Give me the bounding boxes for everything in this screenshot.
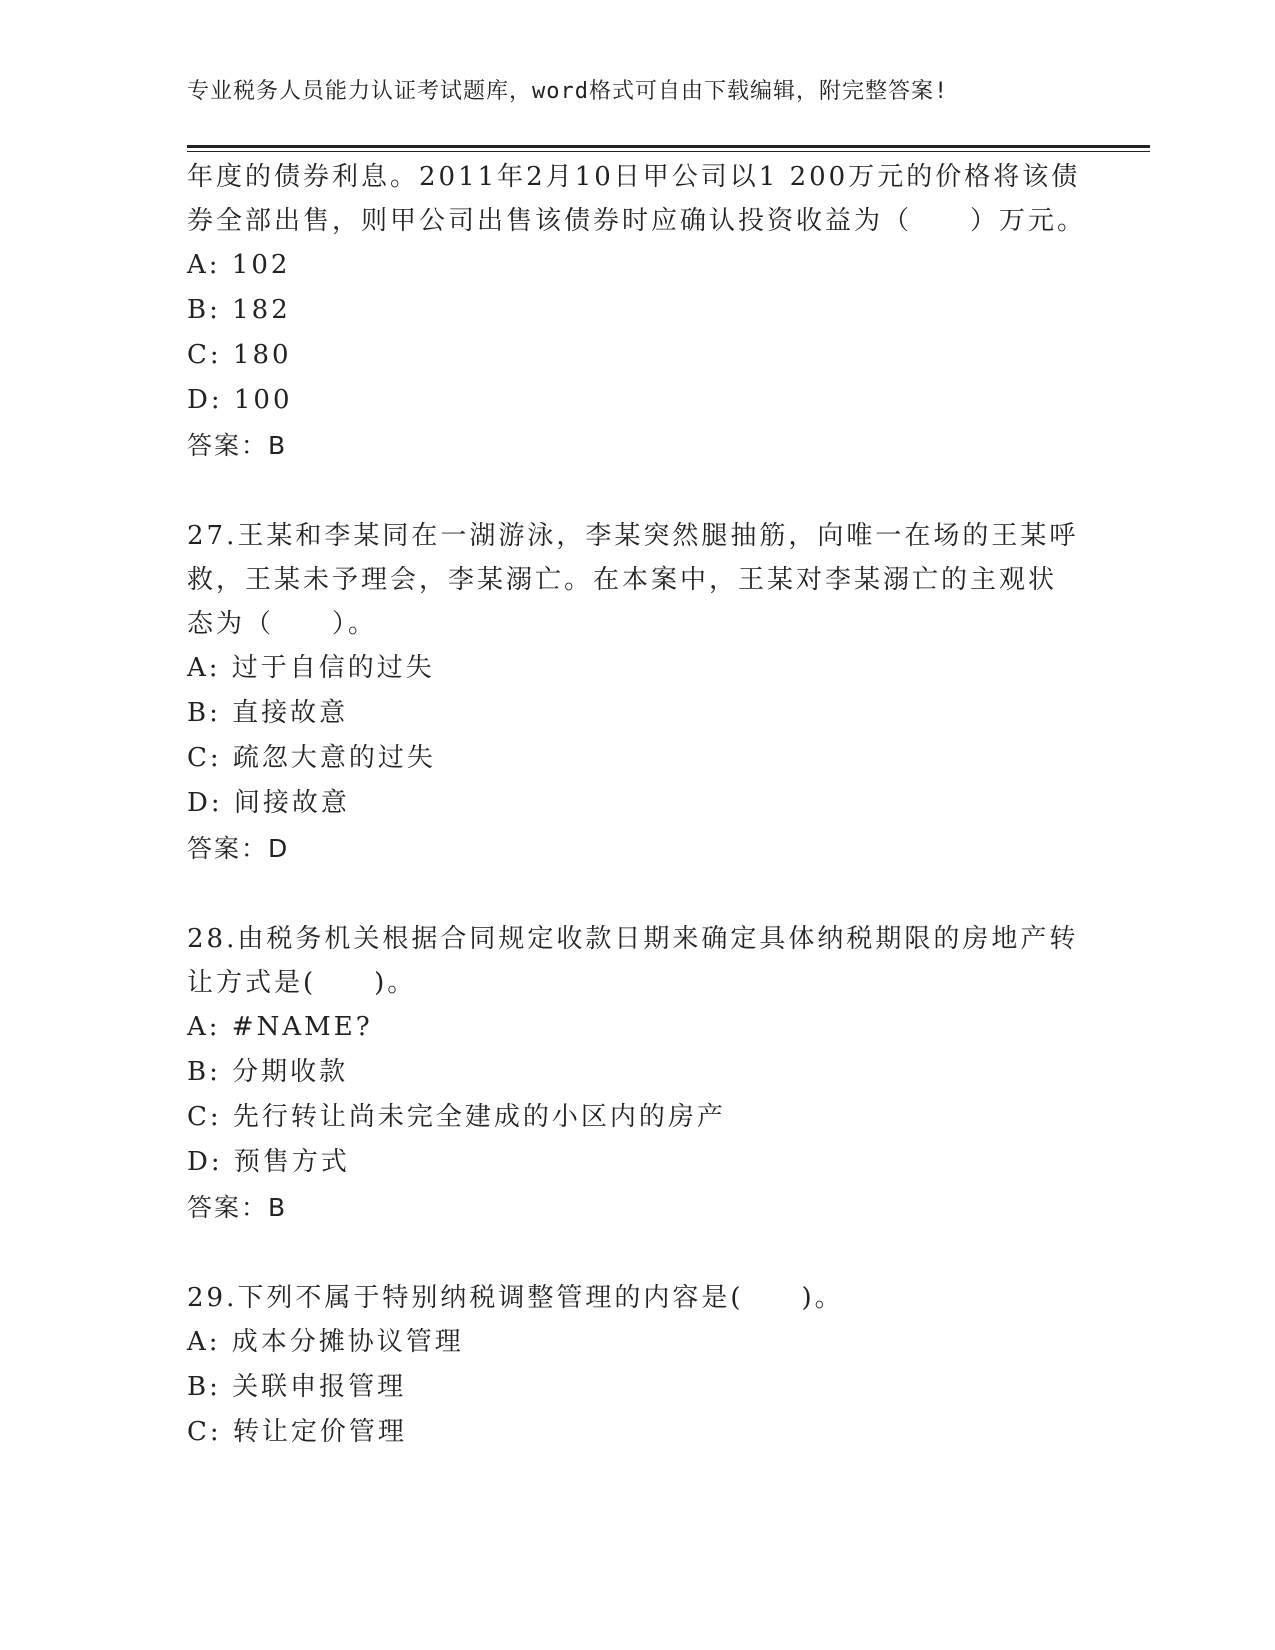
option-d: D: 间接故意 <box>187 788 350 818</box>
question-text-line: 27.王某和李某同在一湖游泳，李某突然腿抽筋，向唯一在场的王某呼 <box>187 521 1079 551</box>
question-26-continuation <box>187 155 1087 468</box>
option-c: C: 先行转让尚未完全建成的小区内的房产 <box>187 1102 726 1132</box>
option-d: D: 预售方式 <box>187 1147 350 1177</box>
option-d: D: 100 <box>187 385 293 415</box>
answer-line: 答案：D <box>187 834 290 863</box>
question-text-line: 救，王某未予理会，李某溺亡。在本案中，王某对李某溺亡的主观状 <box>187 565 1058 595</box>
question-text-line: 28.由税务机关根据合同规定收款日期来确定具体纳税期限的房地产转 <box>187 924 1079 954</box>
option-c: C: 疏忽大意的过失 <box>187 743 436 773</box>
question-text-line: 让方式是( )。 <box>187 968 417 998</box>
option-b: B: 关联申报管理 <box>187 1372 407 1402</box>
question-text-line: 券全部出售，则甲公司出售该债券时应确认投资收益为（ ）万元。 <box>187 206 1087 236</box>
question-29 <box>187 1276 1087 1455</box>
option-a: A: #NAME? <box>187 1012 373 1042</box>
page-header: 专业税务人员能力认证考试题库，word格式可自由下载编辑，附完整答案! <box>187 79 949 104</box>
option-c: C: 转让定价管理 <box>187 1417 407 1447</box>
document-body <box>187 155 1087 1455</box>
header-rule-thick <box>187 145 1150 148</box>
option-a: A: 过于自信的过失 <box>187 653 435 683</box>
question-gap <box>187 871 1087 917</box>
option-b: B: 直接故意 <box>187 698 349 728</box>
question-text-line: 态为（ ）。 <box>187 609 378 639</box>
question-gap <box>187 1230 1087 1276</box>
question-gap <box>187 468 1087 514</box>
option-b: B: 分期收款 <box>187 1057 349 1087</box>
option-a: A: 102 <box>187 250 291 280</box>
header-rule-thin <box>187 151 1150 152</box>
question-27 <box>187 514 1087 871</box>
answer-line: 答案：B <box>187 431 288 460</box>
option-b: B: 182 <box>187 295 291 325</box>
option-c: C: 180 <box>187 340 292 370</box>
option-a: A: 成本分摊协议管理 <box>187 1327 464 1357</box>
question-text-line: 年度的债券利息。2011年2月10日甲公司以1 200万元的价格将该债 <box>187 162 1081 192</box>
question-text-line: 29.下列不属于特别纳税调整管理的内容是( )。 <box>187 1283 844 1313</box>
question-28 <box>187 917 1087 1230</box>
answer-line: 答案：B <box>187 1193 288 1222</box>
